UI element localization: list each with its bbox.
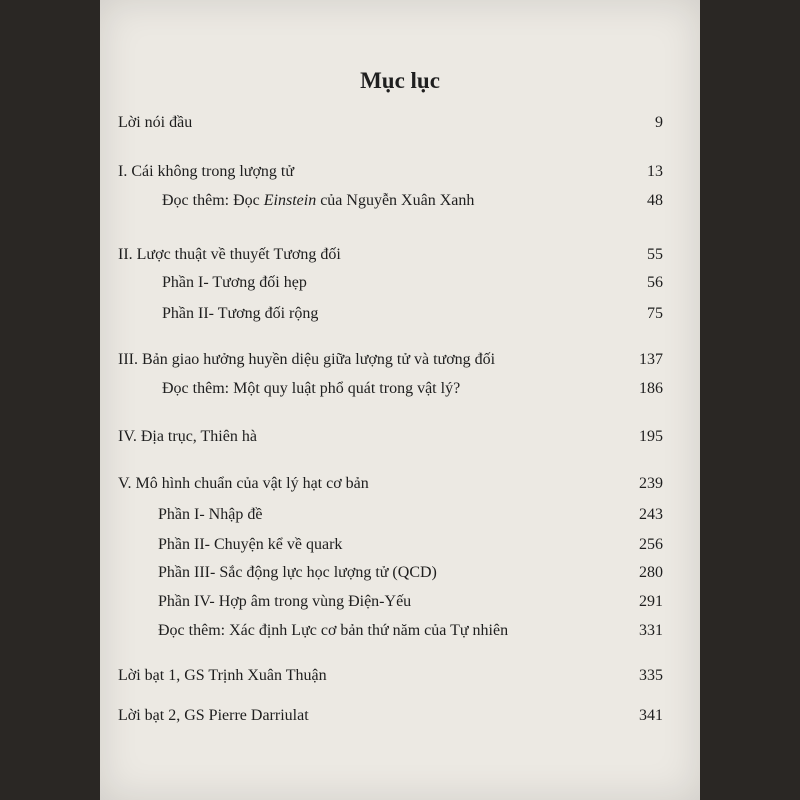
toc-entry <box>100 425 700 449</box>
toc-entry-page: 195 <box>639 428 663 445</box>
toc-entry <box>100 160 700 184</box>
toc-entry-page: 291 <box>639 593 663 610</box>
toc-entry-page: 56 <box>647 274 663 291</box>
toc-entry-label: Đọc thêm: Xác định Lực cơ bản thứ năm của Tự nhiên <box>158 622 509 639</box>
toc-entry-page: 341 <box>639 707 663 724</box>
toc-entry <box>100 503 700 527</box>
toc-entry <box>100 664 700 688</box>
toc-title: Mục lục <box>360 68 440 93</box>
toc-entry-label: Phần II- Chuyện kể về quark <box>158 536 343 553</box>
toc-entry <box>100 243 700 267</box>
toc-entry-label: II. Lược thuật về thuyết Tương đối <box>118 246 341 263</box>
toc-entry-page: 9 <box>655 114 663 131</box>
toc-entry-page: 137 <box>639 351 663 368</box>
toc-entry-page: 13 <box>647 163 663 180</box>
toc-entry <box>100 619 700 643</box>
toc-entry-page: 239 <box>639 475 663 492</box>
toc-entry-label: Lời nói đầu <box>118 114 193 131</box>
toc-entry-label: Lời bạt 1, GS Trịnh Xuân Thuận <box>118 667 327 684</box>
toc-entry <box>100 377 700 401</box>
toc-entry-label: I. Cái không trong lượng tử <box>118 163 295 180</box>
toc-entry <box>100 271 700 295</box>
toc-entry <box>100 561 700 585</box>
toc-entry <box>100 189 700 213</box>
toc-entry-label: Phần I- Nhập đề <box>158 506 263 523</box>
toc-entry-page: 280 <box>639 564 663 581</box>
toc-entry-page: 331 <box>639 622 663 639</box>
toc-entry <box>100 111 700 135</box>
toc-entry <box>100 348 700 372</box>
toc-entry-page: 186 <box>639 380 663 397</box>
toc-entry-page: 75 <box>647 305 663 322</box>
toc-entry <box>100 590 700 614</box>
book-page <box>100 0 700 800</box>
toc-entry-page: 243 <box>639 506 663 523</box>
toc-entry <box>100 302 700 326</box>
toc-entry-label: Đọc thêm: Đọc Einstein của Nguyễn Xuân Xanh <box>162 192 475 209</box>
toc-entry <box>100 472 700 496</box>
toc-entry-page: 256 <box>639 536 663 553</box>
toc-entry <box>100 533 700 557</box>
toc-entry-label: Phần I- Tương đối hẹp <box>162 274 307 291</box>
toc-entry-label: III. Bản giao hưởng huyền diệu giữa lượng tử và tương đối <box>118 351 496 368</box>
toc-entry-page: 48 <box>647 192 663 209</box>
toc-entry-label: Phần IV- Hợp âm trong vùng Điện-Yếu <box>158 593 412 610</box>
toc-entry-label: IV. Địa trục, Thiên hà <box>118 428 257 445</box>
toc-entry-label: Phần III- Sắc động lực học lượng tử (QCD) <box>158 564 437 581</box>
toc-entry-label: Đọc thêm: Một quy luật phổ quát trong vật lý? <box>162 380 461 397</box>
toc-entry-page: 335 <box>639 667 663 684</box>
toc-entry <box>100 704 700 728</box>
toc-entry-label: Phần II- Tương đối rộng <box>162 305 319 322</box>
toc-entry-label: V. Mô hình chuẩn của vật lý hạt cơ bản <box>118 475 369 492</box>
toc-entry-page: 55 <box>647 246 663 263</box>
toc-entry-label: Lời bạt 2, GS Pierre Darriulat <box>118 707 309 724</box>
